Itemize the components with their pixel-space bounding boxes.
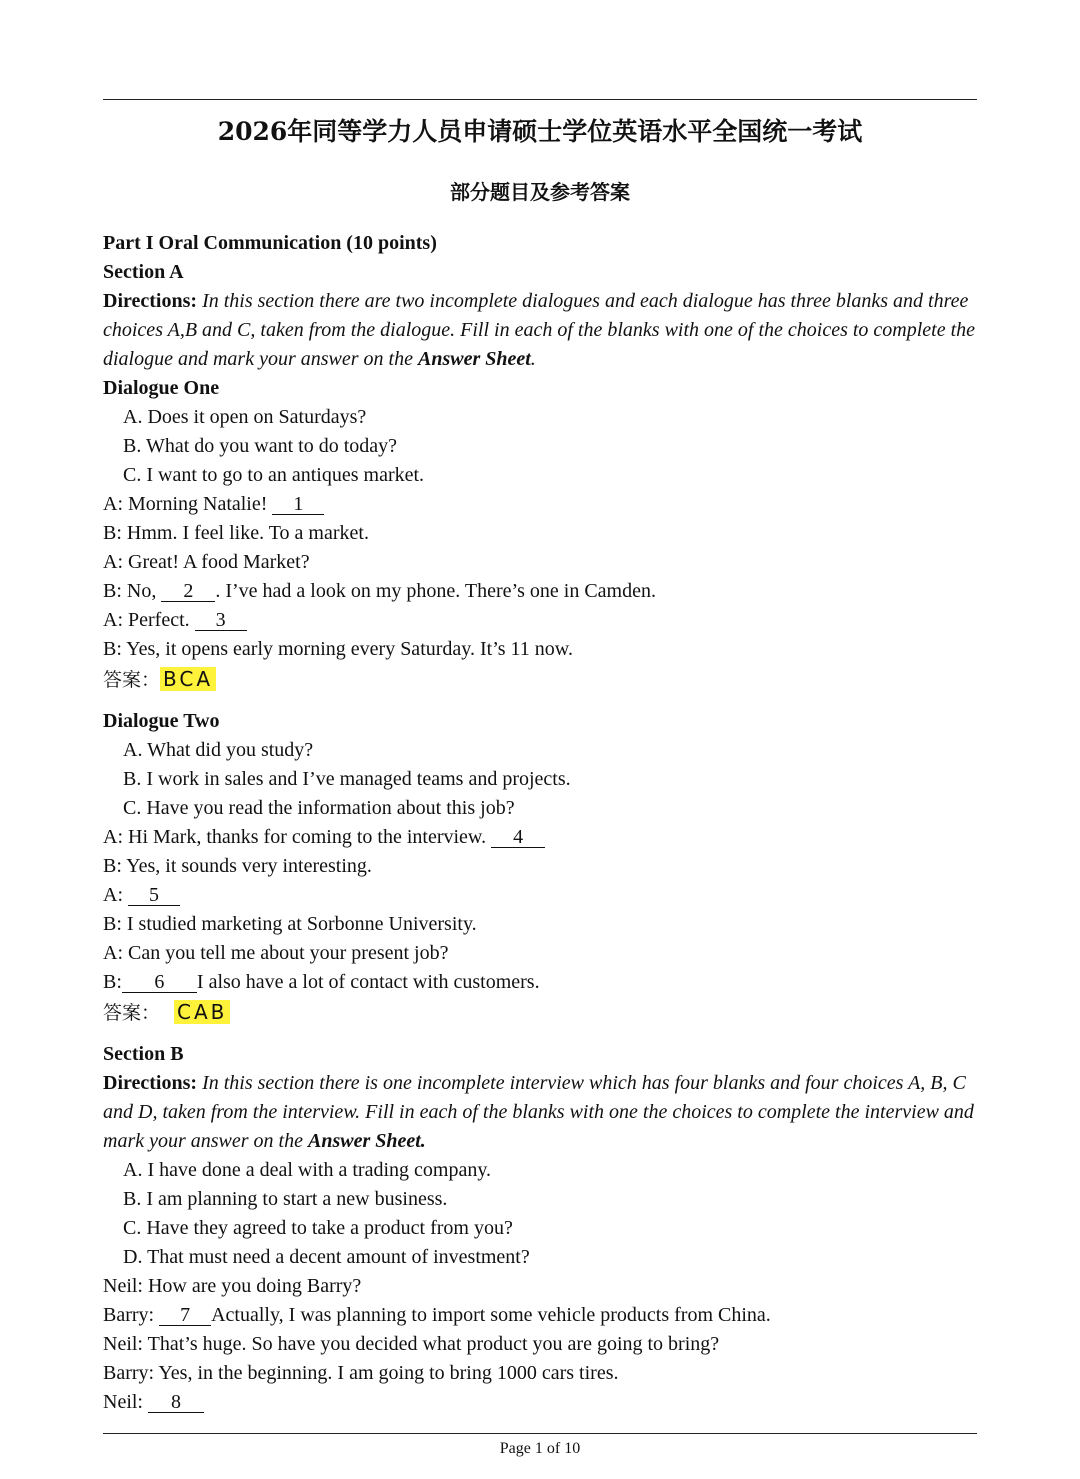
answer-label: 答案：: [103, 669, 161, 691]
choice-c: C. I want to go to an antiques market.: [123, 464, 425, 486]
dialogue-line: B: No, 2 . I’ve had a look on my phone. There’s one in Camden.: [103, 580, 656, 602]
blank-2: 2: [161, 581, 215, 602]
dialogue-line: B: 6 I also have a lot of contact with customers.: [103, 971, 540, 993]
answer-sheet-label: Answer Sheet.: [307, 1130, 426, 1152]
dialogue-two-heading: Dialogue Two: [103, 710, 220, 732]
choice-a: A. I have done a deal with a trading company.: [123, 1159, 492, 1181]
dialogue-line: A: Can you tell me about your present job?: [103, 942, 449, 964]
answer-row: [103, 664, 977, 695]
document-title: 2026年同等学力人员申请硕士学位英语水平全国统一考试: [217, 117, 863, 146]
dialogue-line: Barry: 7 Actually, I was planning to import some vehicle products from China.: [103, 1304, 771, 1326]
dialogue-line: A: Morning Natalie! 1: [103, 490, 977, 519]
document-subtitle: 部分题目及参考答案: [450, 180, 630, 204]
dialogue-line: Neil: 8: [103, 1388, 977, 1417]
choice-b: B. I work in sales and I’ve managed teams and projects.: [123, 768, 571, 790]
footer-rule: [103, 1433, 977, 1434]
directions-text: In this section there is one incomplete interview which has four blanks and four choices A, B, C and D, taken from the interview. Fill in each of the blanks with one the choices to complete the interview and mark your answer on the: [103, 1072, 974, 1152]
blank-7: 7: [159, 1305, 211, 1326]
dialogue-line: B: I studied marketing at Sorbonne University.: [103, 913, 477, 935]
blank-8: 8: [148, 1392, 204, 1413]
part-heading: Part I Oral Communication (10 points): [103, 232, 437, 254]
section-b-heading: Section B: [103, 1043, 184, 1065]
answer-row: [103, 997, 977, 1028]
choice-d: D. That must need a decent amount of investment?: [123, 1246, 530, 1268]
section-a-heading: Section A: [103, 261, 184, 283]
dialogue-line: A: Perfect. 3: [103, 606, 977, 635]
choice-c: C. Have they agreed to take a product from you?: [123, 1217, 513, 1239]
dialogue-line: Barry: Yes, in the beginning. I am going to bring 1000 cars tires.: [103, 1362, 619, 1384]
directions-label: Directions:: [103, 290, 198, 312]
choice-a: A. What did you study?: [123, 739, 314, 761]
answer-sheet-label: Answer Sheet: [417, 348, 531, 370]
dialogue-line: B: Yes, it sounds very interesting.: [103, 855, 372, 877]
page-number: Page 1 of 10: [499, 1440, 581, 1457]
section-b-directions: [103, 1069, 977, 1156]
choice-b: B. What do you want to do today?: [123, 435, 398, 457]
directions-label: Directions:: [103, 1072, 198, 1094]
answer-highlight: BCA: [160, 667, 216, 691]
choice-a: A. Does it open on Saturdays?: [123, 406, 367, 428]
blank-6: 6: [122, 972, 197, 993]
dialogue-line: B: Hmm. I feel like. To a market.: [103, 522, 369, 544]
document-body: [103, 229, 977, 1417]
dialogue-line: A: Hi Mark, thanks for coming to the interview. 4: [103, 823, 977, 852]
dialogue-line: A: 5: [103, 881, 977, 910]
choice-c: C. Have you read the information about this job?: [123, 797, 515, 819]
blank-3: 3: [195, 610, 247, 631]
dialogue-line: Neil: That’s huge. So have you decided what product you are going to bring?: [103, 1333, 720, 1355]
dialogue-line: Neil: How are you doing Barry?: [103, 1275, 362, 1297]
blank-5: 5: [128, 885, 180, 906]
directions-text: In this section there are two incomplete dialogues and each dialogue has three blanks and three choices A,B and C, taken from the dialogue. Fill in each of the blanks with one of the choices to complete the dialogue and mark your answer on the: [103, 290, 976, 370]
dialogue-one-heading: Dialogue One: [103, 377, 220, 399]
dialogue-line: A: Great! A food Market?: [103, 551, 310, 573]
blank-4: 4: [491, 827, 545, 848]
section-a-directions: Directions: In this section there are two incomplete dialogues and each dialogue has three blanks and three choices A,B and C, taken from the dialogue. Fill in each of the blanks with one of the choices to complete the dialogue and mark your answer on the Answer Sheet.: [103, 290, 976, 370]
choice-b: B. I am planning to start a new business.: [123, 1188, 448, 1210]
dialogue-line: B: Yes, it opens early morning every Saturday. It’s 11 now.: [103, 638, 573, 660]
answer-label: 答案：: [103, 1002, 161, 1024]
blank-1: 1: [272, 494, 324, 515]
header-rule: [103, 99, 977, 100]
answer-highlight: CAB: [174, 1000, 230, 1024]
